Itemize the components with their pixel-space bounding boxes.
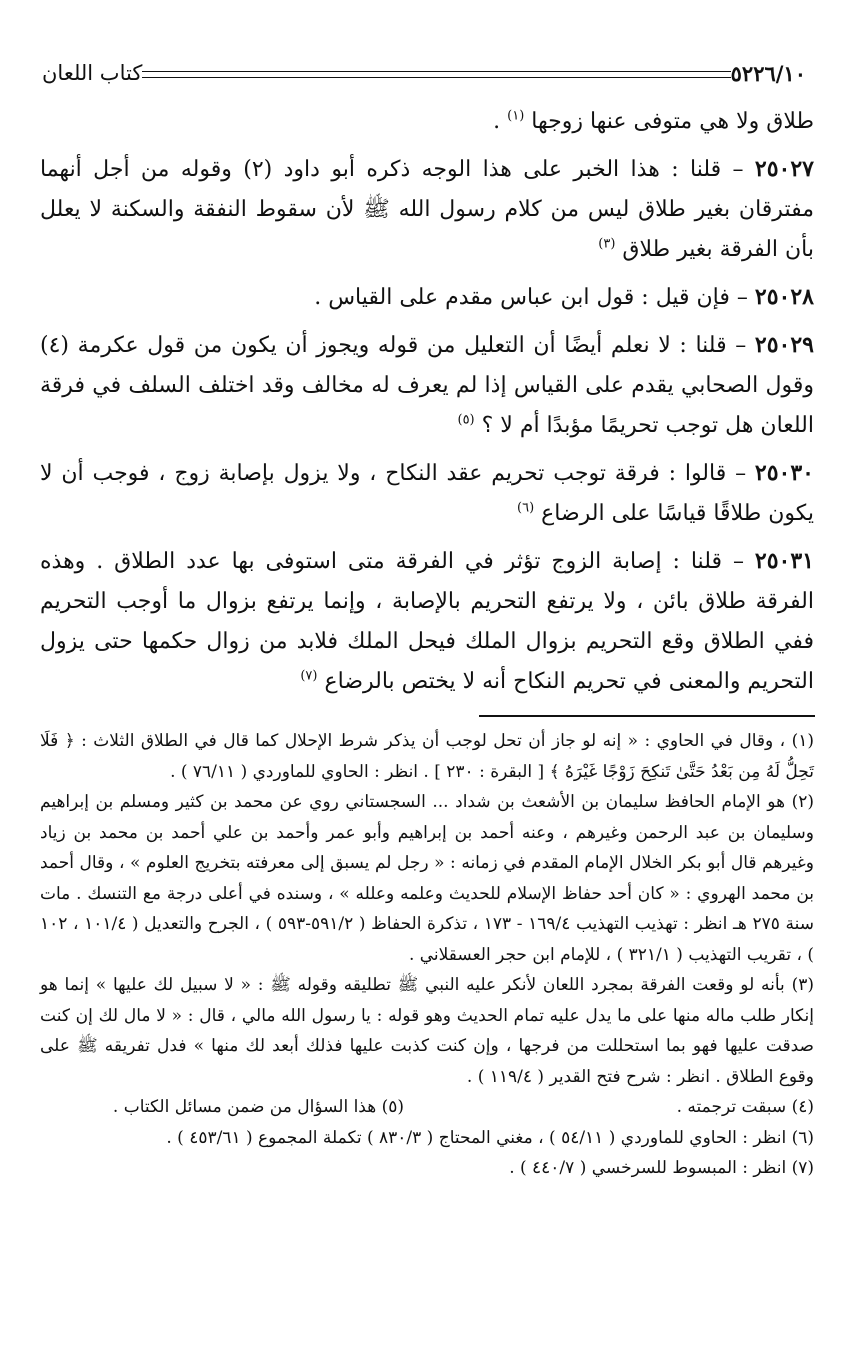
- footnote: (٤) سبقت ترجمته .: [676, 1097, 814, 1117]
- paragraph-number: ٢٥٠٢٨: [754, 284, 814, 310]
- page-number: ٥٢٢٦/١٠: [730, 60, 806, 86]
- paragraph-tail: .: [493, 109, 508, 134]
- paragraph-text: طلاق ولا هي متوفى عنها زوجها: [531, 109, 814, 134]
- numbered-paragraph: ٢٥٠٢٧ – قلنا : هذا الخبر على هذا الوجه ذكره أبو داود (٢) وقوله من أجل أنهما مفترقان بغير طلاق ليس من كلام رسول الله ﷺ لأن سقوط النفقة والسكنة لا يعلل بأن الفرقة بغير طلاق $^{(٣)}$: [40, 156, 814, 262]
- paragraph-text: قلنا : لا نعلم أيضًا أن التعليل من قوله ويجوز أن يكون من قول عكرمة (٤) وقول الصحابي يقدم على القياس إذا لم يعرف له مخالف وقد اختلف السلف في فرقة اللعان هل توجب تحريمًا مؤبدًا أم لا ؟: [40, 333, 814, 438]
- numbered-paragraph: ٢٥٠٣١ – قلنا : إصابة الزوج تؤثر في الفرقة متى استوفى بها عدد الطلاق . وهذه الفرقة طلاق بائن ، ولا يرتفع التحريم بالإصابة ، وإنما يرتفع بزوال ما أوجب التحريم ففي الطلاق وقع التحريم بزوال الملك فيحل الملك فلابد من زوال حكمها حتى يزول التحريم والمعنى في تحريم النكاح أنه لا يختص بالرضاع $^{(٧)}$: [40, 548, 814, 694]
- footnote-marker: (٧): [300, 668, 318, 684]
- main-text: [40, 102, 814, 709]
- paragraph-number: ٢٥٠٢٧: [754, 156, 814, 182]
- paragraph-text: فإن قيل : قول ابن عباس مقدم على القياس .: [314, 285, 730, 310]
- footnotes: [40, 726, 814, 1184]
- footnote: (٢) هو الإمام الحافظ سليمان بن الأشعث بن شداد ... السجستاني روي عن محمد بن كثير ومسلم بن إبراهيم وسليمان بن عبد الرحمن وغيرهم ، وعنه أحمد بن إبراهيم وأبو عمر وأحمد بن علي أحمد بن محمد بن زياد وغيرهم قال أبو بكر الخلال الإمام المقدم في زمانه : « رجل لم يسبق إلى معرفته بتخريج العلوم » ، وقال أحمد بن محمد الهروي : « كان أحد حفاظ الإسلام للحديث وعلمه وعلله » ، وسنده في أعلى درجة مع التنسك . مات سنة ٢٧٥ هـ انظر : تهذيب التهذيب ١٦٩/٤ - ١٧٣ ، تذكرة الحفاظ ( ٥٩١/٢-٥٩٣ ) ، الجرح والتعديل ( ١٠١/٤ ، ١٠٢ ) ، تقريب التهذيب ( ٣٢١/١ ) ، للإمام ابن حجر العسقلاني .: [40, 792, 814, 965]
- numbered-paragraph: ٢٥٠٢٩ – قلنا : لا نعلم أيضًا أن التعليل من قوله ويجوز أن يكون من قول عكرمة (٤) وقول الصحابي يقدم على القياس إذا لم يعرف له مخالف وقد اختلف السلف في فرقة اللعان هل توجب تحريمًا مؤبدًا أم لا ؟ $^{(٥)}$: [40, 332, 814, 438]
- footnote-marker: (٥): [457, 412, 475, 428]
- header-double-rule: [142, 71, 730, 78]
- footnote-separator: [479, 715, 815, 717]
- numbered-paragraph: ٢٥٠٣٠ – قالوا : فرقة توجب تحريم عقد النكاح ، ولا يزول بإصابة زوج ، فوجب أن لا يكون طلاقًا قياسًا على الرضاع $^{(٦)}$: [40, 460, 814, 526]
- footnote-pair: [40, 1092, 814, 1123]
- footnote: (٧) انظر : المبسوط للسرخسي ( ٤٤٠/٧ ) .: [509, 1158, 814, 1178]
- paragraph-text: قالوا : فرقة توجب تحريم عقد النكاح ، ولا يزول بإصابة زوج ، فوجب أن لا يكون طلاقًا قياسًا على الرضاع: [40, 461, 814, 526]
- footnote: (٦) انظر : الحاوي للماوردي ( ٥٤/١١ ) ، مغني المحتاج ( ٨٣٠/٣ ) تكملة المجموع ( ٤٥٣/٦١ ) .: [166, 1127, 814, 1148]
- footnote-marker: (٣): [598, 236, 616, 252]
- paragraph-number: ٢٥٠٢٩: [754, 332, 814, 358]
- footnote: (١) ، وقال في الحاوي : « إنه لو جاز أن تحل لوجب أن يذكر شرط الإحلال كما قال في الطلاق الثلاث : ﴿ فَلَا تَحِلُّ لَهُ مِن بَعْدُ حَتَّىٰ تَنكِحَ زَوْجًا غَيْرَهُ ﴾ [ البقرة : ٢٣٠ ] . انظر : الحاوي للماوردي ( ٧٦/١١ ) .: [40, 731, 814, 782]
- paragraph-number: ٢٥٠٣١: [754, 548, 814, 574]
- paragraph: [40, 102, 814, 142]
- paragraph-number: ٢٥٠٣٠: [754, 460, 814, 486]
- numbered-paragraph: ٢٥٠٢٨ – فإن قيل : قول ابن عباس مقدم على القياس .: [314, 284, 814, 310]
- footnote: (٣) بأنه لو وقعت الفرقة بمجرد اللعان لأنكر عليه النبي ﷺ تطليقه وقوله ﷺ : « لا سبيل لك عليها » إنما هو إنكار طلب ماله منها على ما يدل عليه تمام الحديث وهو قوله : يا رسول الله مالي ، قال : « لا مال لك إن كنت صدقت عليها فهو بما استحللت من فرجها ، وإن كنت كذبت عليها فذلك أبعد لك منها » فدل تفريقه ﷺ على وقوع الطلاق . انظر : شرح فتح القدير ( ١١٩/٤ ) .: [40, 975, 814, 1087]
- running-title: كتاب اللعان: [42, 61, 143, 85]
- paragraph-text: قلنا : هذا الخبر على هذا الوجه ذكره أبو داود (٢) وقوله من أجل أنهما مفترقان بغير طلاق ليس من كلام رسول الله ﷺ لأن سقوط النفقة والسكنة لا يعلل بأن الفرقة بغير طلاق: [40, 157, 814, 262]
- footnote-marker: (٦): [517, 500, 535, 516]
- footnote-marker: (١): [507, 108, 525, 124]
- page-header: [34, 56, 814, 90]
- footnote: (٥) هذا السؤال من ضمن مسائل الكتاب .: [112, 1097, 404, 1117]
- paragraph-text: قلنا : إصابة الزوج تؤثر في الفرقة متى استوفى بها عدد الطلاق . وهذه الفرقة طلاق بائن ، ولا يرتفع التحريم بالإصابة ، وإنما يرتفع بزوال ما أوجب التحريم ففي الطلاق وقع التحريم بزوال الملك فيحل الملك فلابد من زوال حكمها حتى يزول التحريم والمعنى في تحريم النكاح أنه لا يختص بالرضاع: [40, 549, 814, 694]
